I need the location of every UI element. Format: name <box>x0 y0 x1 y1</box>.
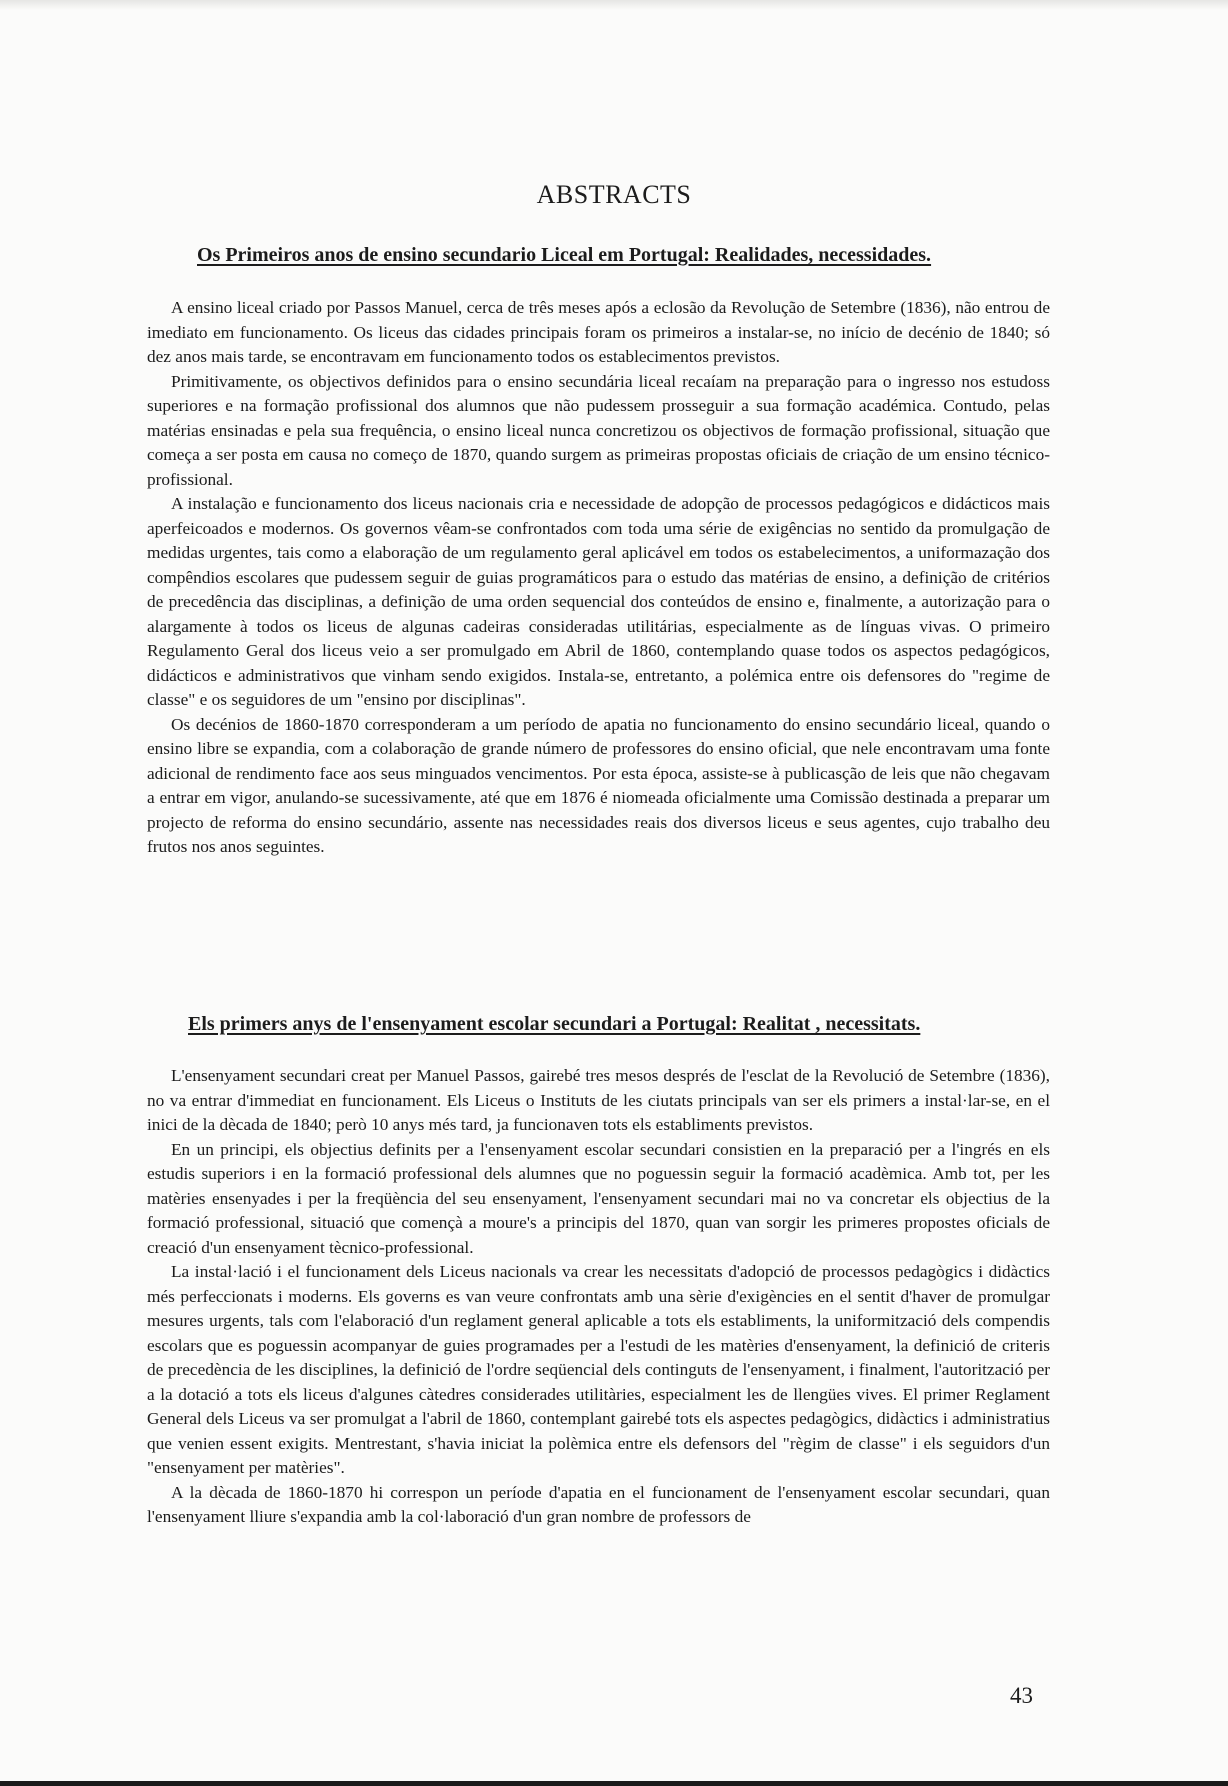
paragraph: Primitivamente, os objectivos definidos para o ensino secundária liceal recaíam na preparação para o ingresso nos estudoss superiores e na formação profissional dos alumnos que não pudessem prosseguir a sua formação académica. Contudo, pelas matérias ensinadas e pela sua frequência, o ensino liceal nunca concretizou os objectivos de formação profissional, situação que começa a ser posta em causa no começo de 1870, quando surgem as primeiras propostas oficiais de criação de um ensino técnico-profissional. <box>147 371 1050 489</box>
paragraph: La instal·lació i el funcionament dels Liceus nacionals va crear les necessitats d'adopció de processos pedagògics i didàctics més perfeccionats i moderns. Els governs es van veure confrontats amb una sèrie d'exigències en el sentit d'haver de promulgar mesures urgents, tals com l'elaboració d'un reglament general aplicable a tots els establiments, la uniformització dels compendis escolars que es poguessin acompanyar de guies programades per a l'estudi de les matèries d'ensenyament, la definició de criteris de precedència de les disciplines, la definició de l'ordre seqüencial dels continguts de l'ensenyament, i finalment, l'autorització per a la dotació a tots els liceus d'algunes càtedres considerades utilitàries, especialment les de llengües vives. El primer Reglament General dels Liceus va ser promulgat a l'abril de 1860, contemplant gairebé tots els aspectes pedagògics, didàctics i administratius que venien essent exigits. Mentrestant, s'havia iniciat la polèmica entre els defensors del "règim de classe" i els seguidors d'un "ensenyament per matèries". <box>147 1262 1050 1477</box>
paragraph: Os decénios de 1860-1870 corresponderam a um período de apatia no funcionamento do ensino secundário liceal, quando o ensino libre se expandia, com a colaboração de grande número de professores do ensino oficial, que nele encontravam uma fonte adicional de rendimento face aos seus minguados vencimentos. Por esta época, assiste-se à publicasção de leis que não chegavam a entrar em vigor, anulando-se sucessivamente, até que em 1876 é niomeada oficialmente uma Comissão destinada a preparar um projecto de reforma do ensino secundário, assente nas necessidades reais dos diversos liceus e seus agentes, cujo trabalho deu frutos nos anos seguintes. <box>147 714 1050 856</box>
scan-bottom-edge <box>0 1781 1228 1786</box>
paragraph: A ensino liceal criado por Passos Manuel, cerca de três meses após a eclosão da Revolução de Setembre (1836), não entrou de imediato em funcionamento. Os liceus das cidades principais foram os primeiros a instalar-se, no início de decénio de 1840; só dez anos mais tarde, se encontravam em funcionamento todos os establecimentos previstos. <box>147 298 1050 366</box>
section-heading-portuguese: Os Primeiros anos de ensino secundario Liceal em Portugal: Realidades, necessidades. <box>197 244 932 266</box>
paragraph: A instalação e funcionamento dos liceus nacionais cria e necessidade de adopção de processos pedagógicos e didácticos mais aperfeicoados e modernos. Os governos vêam-se confrontados com toda uma série de exigências no sentido da promulgação de medidas urgentes, tais como a elaboração de um regulamento geral aplicável em todos os estabelecimentos, a uniformazação dos compêndios escolares que pudessem seguir de guias programáticos para o estudo das matérias de ensino, a definição de critérios de precedência das disciplinas, a definição de uma orden sequencial dos conteúdos de ensino e, finalmente, a autorização para o alargamente à todos os liceus de algunas cadeiras consideradas utilitárias, especialmente as de línguas vivas. O primeiro Regulamento Geral dos liceus veio a ser promulgado em Abril de 1860, contemplando quase todos os aspectos pedagógicos, didácticos e administrativos que vinham sendo exigidos. Instala-se, entretanto, a polémica entre ois defensores do "regime de classe" e os seguidores de um "ensino por disciplinas". <box>147 494 1050 709</box>
paragraph: A la dècada de 1860-1870 hi correspon un període d'apatia en el funcionament de l'ensenyament escolar secundari, quan l'ensenyament lliure s'expandia amb la col·laboració d'un gran nombre de professors de <box>147 1482 1050 1526</box>
paragraph: L'ensenyament secundari creat per Manuel Passos, gairebé tres mesos després de l'esclat de la Revolució de Setembre (1836), no va entrar d'immediat en funcionament. Els Liceus o Instituts de les ciutats principals van ser els primers a instal·lar-se, en el inici de la dècada de 1840; però 10 anys més tard, ja funcionaven tots els establiments previstos. <box>147 1066 1050 1134</box>
page-title: ABSTRACTS <box>536 180 692 209</box>
scan-top-edge <box>0 0 1228 10</box>
paragraph: En un principi, els objectius definits per a l'ensenyament escolar secundari consistien en la preparació per a l'ingrés en els estudis superiors i en la formació professional dels alumnes que no poguessin seguir la formació acadèmica. Amb tot, per les matèries ensenyades i per la freqüència del seu ensenyament, l'ensenyament secundari mai no va concretar els objectius de la formació professional, situació que començà a moure's a principis del 1870, quan van sorgir les primeres propostes oficials de creació d'un ensenyament tècnico-professional. <box>147 1139 1050 1257</box>
section-heading-catalan: Els primers anys de l'ensenyament escolar secundari a Portugal: Realitat , necessitats. <box>188 1013 921 1035</box>
page-number: 43 <box>1010 1683 1033 1708</box>
section-body-catalan <box>147 1064 1050 1530</box>
section-body-portuguese <box>147 296 1050 860</box>
